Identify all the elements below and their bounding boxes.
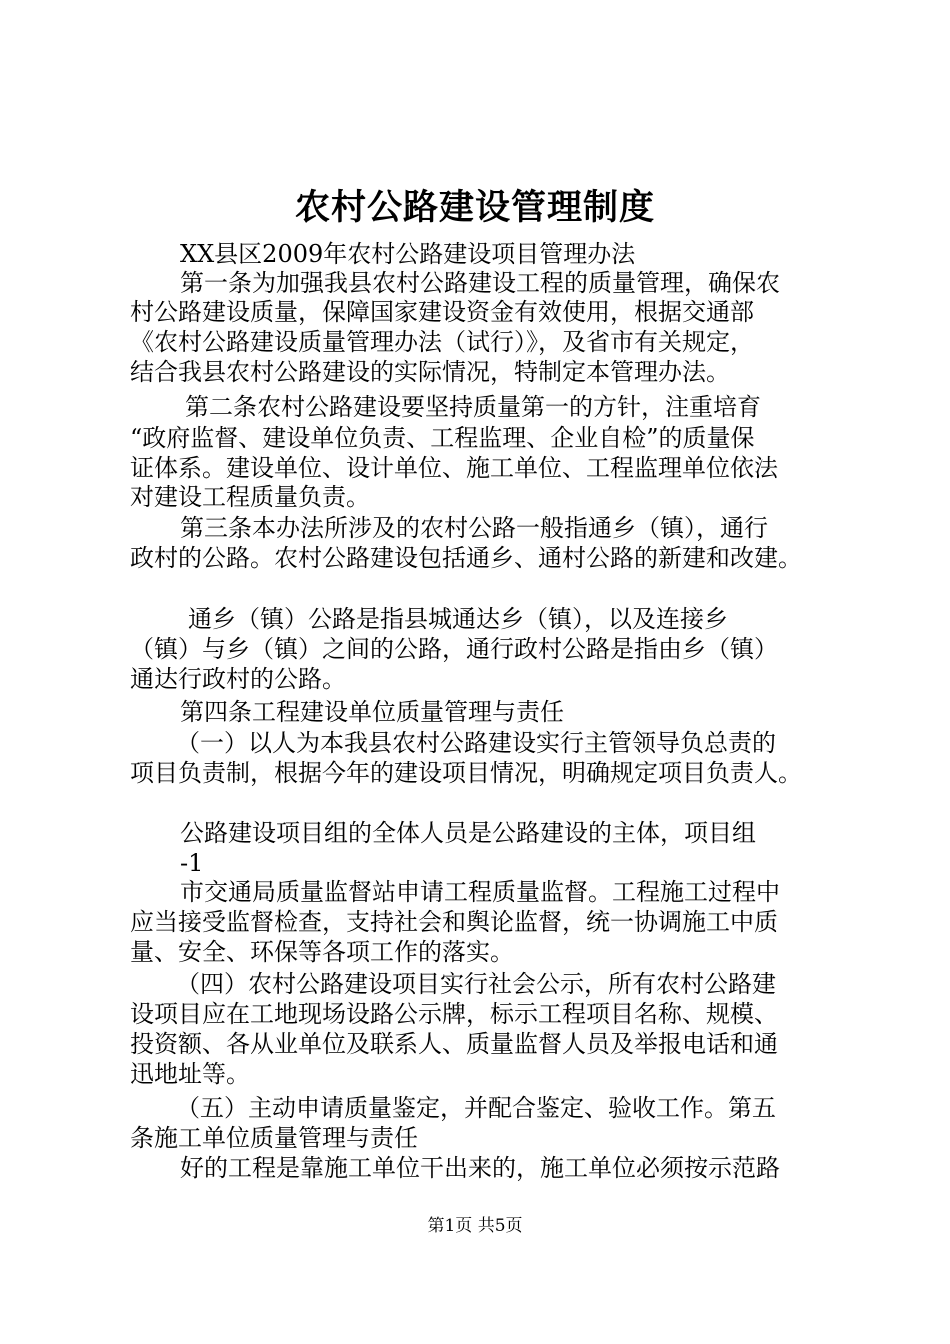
text-line: 第三条本办法所涉及的农村公路一般指通乡（镇），通行 xyxy=(180,514,768,542)
text-line: （五）主动申请质量鉴定，并配合鉴定、验收工作。第五 xyxy=(176,1094,776,1122)
page-footer: 第1页 共5页 xyxy=(427,1216,523,1236)
text-line: （一）以人为本我县农村公路建设实行主管领导负总责的 xyxy=(176,729,776,757)
text-line: （镇）与乡（镇）之间的公路，通行政村公路是指由乡（镇） xyxy=(130,635,778,663)
text-line: 政村的公路。农村公路建设包括通乡、通村公路的新建和改建。 xyxy=(130,544,802,572)
text-line: 设项目应在工地现场设路公示牌，标示工程项目名称、规模、 xyxy=(130,1000,778,1028)
text-line: 证体系。建设单位、设计单位、施工单位、工程监理单位依法 xyxy=(130,454,778,482)
text-line: XX县区2009年农村公路建设项目管理办法 xyxy=(180,240,636,268)
text-line: 村公路建设质量，保障国家建设资金有效使用，根据交通部 xyxy=(130,298,754,326)
text-line: 量、安全、环保等各项工作的落实。 xyxy=(130,938,514,966)
text-line: -1 xyxy=(180,849,204,877)
text-line: 投资额、各从业单位及联系人、质量监督人员及举报电话和通 xyxy=(130,1030,778,1058)
text-line: 公路建设项目组的全体人员是公路建设的主体，项目组 xyxy=(180,819,756,847)
text-line: 迅地址等。 xyxy=(130,1060,250,1088)
text-line: 第四条工程建设单位质量管理与责任 xyxy=(180,698,564,726)
text-line: 对建设工程质量负责。 xyxy=(130,483,370,511)
text-line: 《农村公路建设质量管理办法（试行）》，及省市有关规定， xyxy=(130,328,754,356)
text-line: 结合我县农村公路建设的实际情况，特制定本管理办法。 xyxy=(130,358,730,386)
text-line: 应当接受监督检查，支持社会和舆论监督，统一协调施工中质 xyxy=(130,908,778,936)
text-line: 通达行政村的公路。 xyxy=(130,665,346,693)
text-line: “政府监督、建设单位负责、工程监理、企业自检”的质量保 xyxy=(130,424,755,452)
text-line: 好的工程是靠施工单位干出来的，施工单位必须按示范路 xyxy=(180,1154,780,1182)
text-line: 市交通局质量监督站申请工程质量监督。工程施工过程中 xyxy=(180,878,780,906)
text-line: 第二条农村公路建设要坚持质量第一的方针，注重培育 xyxy=(185,393,761,421)
text-line: 条施工单位质量管理与责任 xyxy=(130,1124,418,1152)
text-line: 通乡（镇）公路是指县城通达乡（镇），以及连接乡 xyxy=(188,605,728,633)
text-line: 第一条为加强我县农村公路建设工程的质量管理，确保农 xyxy=(180,269,780,297)
text-line: 项目负责制，根据今年的建设项目情况，明确规定项目负责人。 xyxy=(130,759,802,787)
text-line: （四）农村公路建设项目实行社会公示，所有农村公路建 xyxy=(176,970,776,998)
document-title: 农村公路建设管理制度 xyxy=(294,187,655,228)
